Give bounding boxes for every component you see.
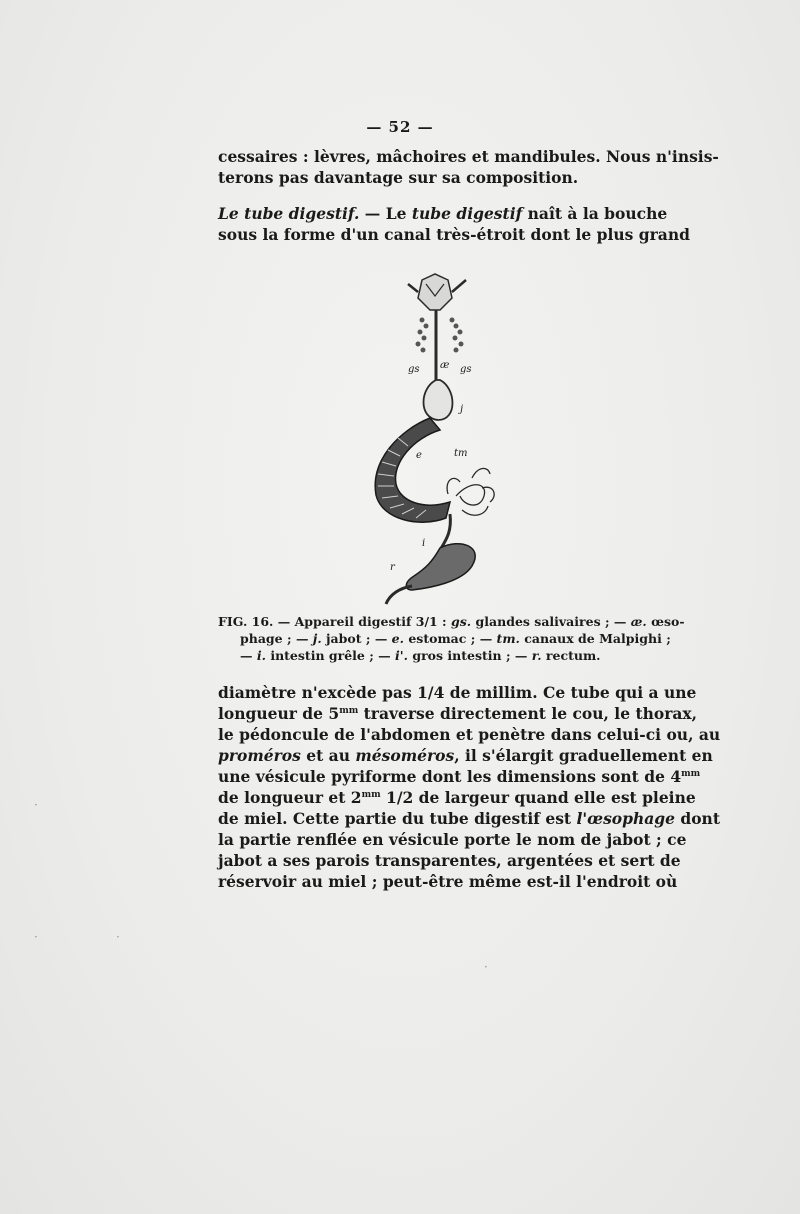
text-line: une vésicule pyriforme dont les dimensions sont de $4^{mm}$ bbox=[218, 767, 701, 786]
paragraph-tube-digestif bbox=[218, 203, 690, 245]
crop-jabot bbox=[424, 380, 453, 420]
digestive-tract-illustration bbox=[360, 270, 510, 610]
speck-mark: · bbox=[34, 798, 38, 812]
label-gs-left: gs bbox=[408, 364, 420, 375]
text-line: la partie renflée en vésicule porte le nom de jabot ; ce bbox=[218, 830, 687, 849]
label-tm: tm bbox=[454, 448, 468, 459]
text-line: proméros et au mésoméros, il s'élargit graduellement en bbox=[218, 746, 713, 765]
stomach bbox=[375, 418, 450, 522]
label-e: e bbox=[416, 450, 422, 461]
section-heading: Le tube digestif. bbox=[218, 204, 360, 223]
text-line: cessaires : lèvres, mâchoires et mandibules. Nous n'insis- bbox=[218, 147, 719, 166]
text-line: le pédoncule de l'abdomen et penètre dans celui-ci ou, au bbox=[218, 725, 721, 744]
text-line: de miel. Cette partie du tube digestif est l'œsophage dont bbox=[218, 809, 720, 828]
page-number: — 52 — bbox=[366, 118, 434, 136]
text-line: sous la forme d'un canal très-étroit dont le plus grand bbox=[218, 225, 690, 244]
text-line: réservoir au miel ; peut-être même est-il l'endroit où bbox=[218, 872, 678, 891]
label-gs-right: gs bbox=[460, 364, 472, 375]
caption-line: FIG. 16. — Appareil digestif 3/1 : gs. glandes salivaires ; — æ. œso- bbox=[218, 614, 685, 629]
paragraph-body bbox=[218, 682, 721, 892]
figure-caption bbox=[218, 613, 685, 664]
text-line: jabot a ses parois transparentes, argentées et sert de bbox=[218, 851, 681, 870]
paragraph-intro bbox=[218, 146, 719, 188]
malpighian-tubules bbox=[447, 468, 494, 515]
label-i: i bbox=[422, 538, 426, 549]
speck-mark: · bbox=[34, 930, 38, 944]
text-line: longueur de $5^{mm}$ traverse directement le cou, le thorax, bbox=[218, 704, 698, 723]
label-j: j bbox=[460, 404, 464, 415]
large-intestine bbox=[406, 544, 475, 590]
label-ae: æ bbox=[440, 360, 450, 371]
text-line: Le tube digestif. — Le tube digestif naît à la bouche bbox=[218, 204, 668, 223]
text-line: de longueur et $2^{mm}$ 1/2 de largeur quand elle est pleine bbox=[218, 788, 696, 807]
salivary-glands bbox=[416, 318, 464, 353]
label-r: r bbox=[390, 562, 395, 573]
speck-mark: · bbox=[116, 930, 120, 944]
caption-line: phage ; — j. jabot ; — e. estomac ; — tm. canaux de Malpighi ; bbox=[240, 631, 671, 646]
speck-mark: · bbox=[484, 960, 488, 974]
text-line: diamètre n'excède pas 1/4 de millim. Ce tube qui a une bbox=[218, 683, 697, 702]
text-line: terons pas davantage sur sa composition. bbox=[218, 168, 579, 187]
caption-line: — i. intestin grêle ; — i'. gros intestin ; — r. rectum. bbox=[240, 648, 601, 663]
head-mouthparts bbox=[408, 274, 466, 310]
